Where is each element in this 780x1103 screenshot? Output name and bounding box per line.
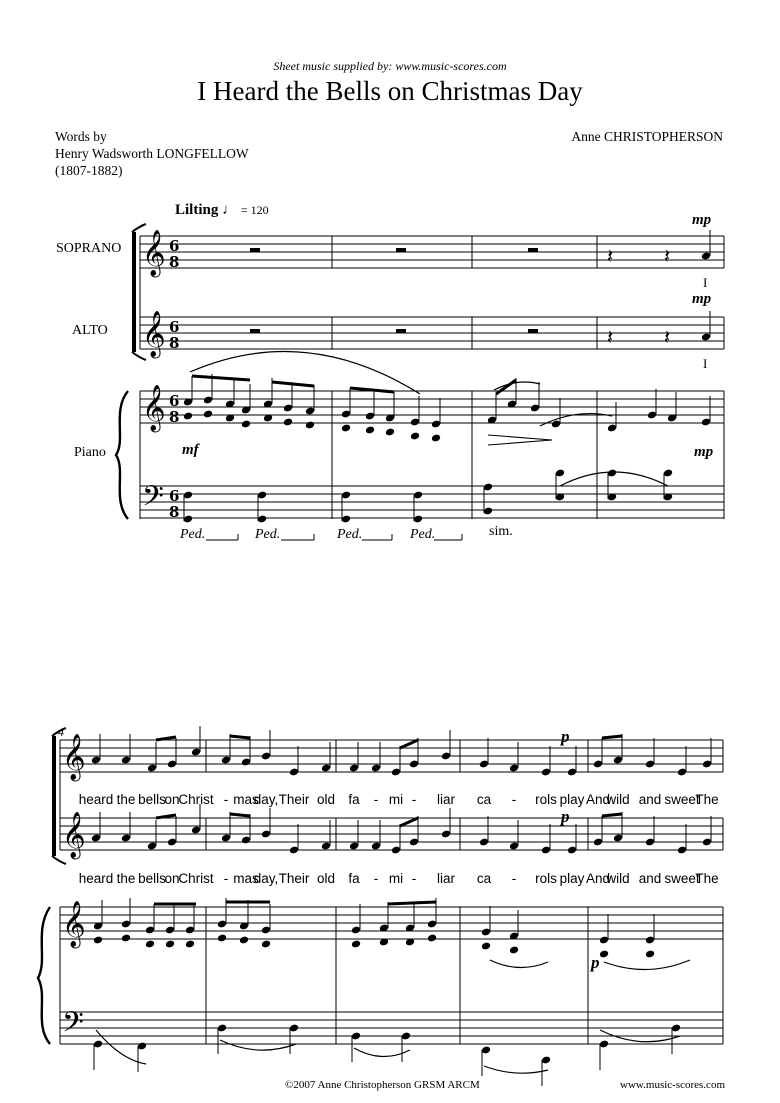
score-title: I Heard the Bells on Christmas Day <box>197 76 583 106</box>
lyric-syllable: - <box>411 792 417 807</box>
chord-note <box>427 934 437 943</box>
lyric-syllable: ca <box>476 871 492 886</box>
pedal-mark: Ped. <box>337 527 363 542</box>
beam <box>602 736 622 738</box>
crescendo-hairpin <box>488 435 552 445</box>
lyric-syllable: mas <box>233 871 259 886</box>
whole-rest <box>250 329 260 333</box>
lyric-syllable: the <box>116 871 136 886</box>
lyric-syllable: sweet <box>664 792 700 807</box>
chord-note <box>509 946 519 955</box>
lyric-syllable: old <box>316 871 335 886</box>
alto-dynamic: mp <box>692 291 712 307</box>
alto-dynamic-p: p <box>561 807 570 826</box>
soprano-pickup-lyric: I <box>703 275 708 290</box>
chord-note <box>241 420 251 429</box>
chord-note <box>93 936 103 945</box>
lyric-syllable: and <box>638 792 662 807</box>
lyric-syllable: bells <box>138 792 166 807</box>
lyric-syllable: heard <box>78 871 114 886</box>
lyric-syllable: rols <box>535 871 557 886</box>
piano-brace <box>116 391 128 519</box>
piano-label: Piano <box>74 445 106 460</box>
quarter-rest: 𝄽 <box>607 244 614 268</box>
lyric-syllable: The <box>695 871 719 886</box>
whole-rest <box>528 329 538 333</box>
treble-clef-icon: 𝄞 <box>62 734 86 780</box>
lyric-syllable: sweet <box>664 871 700 886</box>
piano-brace <box>38 907 50 1044</box>
lyric-syllable: bells <box>138 871 166 886</box>
footer-site: www.music-scores.com <box>620 1079 725 1091</box>
lyric-syllable: - <box>373 871 379 886</box>
lyric-syllable: mi <box>388 871 404 886</box>
chord-note <box>239 936 249 945</box>
time-signature: 8 <box>169 334 180 352</box>
chord-note <box>341 424 351 433</box>
chord-note <box>599 950 609 959</box>
treble-clef-icon: 𝄞 <box>142 311 166 357</box>
beam <box>230 736 250 738</box>
piano-dynamic-mf: mf <box>182 442 199 458</box>
lyric-syllable: The <box>695 792 719 807</box>
measure-number: 4 <box>58 725 64 739</box>
chord-note <box>410 432 420 441</box>
time-signature: 6 <box>169 318 180 336</box>
lyric-syllable: fa <box>348 792 360 807</box>
bass-clef-icon: 𝄢 <box>142 480 164 520</box>
lyric-syllable: And <box>585 871 611 886</box>
quarter-rest: 𝄽 <box>607 325 614 349</box>
lyric-syllable: heard <box>78 792 114 807</box>
chord-note <box>185 940 195 949</box>
lyric-syllable: play <box>559 871 585 886</box>
chord-note <box>283 418 293 427</box>
bass-clef-icon: 𝄢 <box>62 1006 84 1046</box>
soprano-dynamic-p: p <box>561 727 570 746</box>
beam <box>388 902 436 904</box>
chord-note <box>121 934 131 943</box>
quarter-rest: 𝄽 <box>664 244 671 268</box>
chord-note <box>481 942 491 951</box>
quarter-rest: 𝄽 <box>664 325 671 349</box>
time-signature: 6 <box>169 392 180 410</box>
lyric-syllable: ca <box>476 792 492 807</box>
chord-note <box>203 410 213 419</box>
lyric-syllable: liar <box>436 792 455 807</box>
lyric-syllable: rols <box>535 792 557 807</box>
chord-note <box>365 426 375 435</box>
whole-rest <box>396 329 406 333</box>
piano-dynamic-mp: mp <box>694 444 714 460</box>
lyric-syllable: on <box>164 871 180 886</box>
beam <box>400 818 418 826</box>
treble-clef-icon: 𝄞 <box>62 812 86 858</box>
pedal-mark: Ped. <box>255 527 281 542</box>
quarter-note-icon: ♩ <box>222 202 238 218</box>
chord-note <box>217 934 227 943</box>
time-signature: 6 <box>169 487 180 505</box>
lyricist-dates: (1807-1882) <box>55 163 123 178</box>
lyric-syllable: day, <box>253 871 279 886</box>
lyric-syllable: the <box>116 792 136 807</box>
treble-clef-icon: 𝄞 <box>142 230 166 276</box>
chord-note <box>145 940 155 949</box>
slur <box>190 352 420 394</box>
lyric-syllable: mi <box>388 792 404 807</box>
piano-dynamic-p: p <box>591 953 600 972</box>
lyricist-name: Henry Wadsworth LONGFELLOW <box>55 146 249 161</box>
beam <box>400 740 418 748</box>
chord-note <box>385 428 395 437</box>
lyric-syllable: on <box>164 792 180 807</box>
beam <box>230 814 250 816</box>
lyric-syllable: - <box>511 792 517 807</box>
pedal-sim-text: sim. <box>489 524 513 539</box>
lyric-syllable: - <box>511 871 517 886</box>
lyric-syllable: wild <box>606 871 630 886</box>
chord-note <box>351 940 361 949</box>
chord-note <box>305 421 315 430</box>
treble-clef-icon: 𝄞 <box>62 901 86 947</box>
slur <box>604 960 690 970</box>
time-signature: 8 <box>169 408 180 426</box>
beam <box>602 814 622 816</box>
soprano-dynamic: mp <box>692 212 712 228</box>
composer-credit: Anne CHRISTOPHERSON <box>571 129 723 144</box>
slur <box>220 1040 296 1050</box>
tempo-text: Lilting <box>175 202 219 218</box>
words-by-label: Words by <box>55 129 107 144</box>
chord-note <box>431 434 441 443</box>
lyric-syllable: wild <box>606 792 630 807</box>
lyric-syllable: day, <box>253 792 279 807</box>
chord-note <box>261 940 271 949</box>
lyric-syllable: liar <box>436 871 455 886</box>
soprano-label: SOPRANO <box>56 241 122 256</box>
lyric-syllable: Their <box>278 871 310 886</box>
notation-glyphs <box>38 224 724 1086</box>
time-signature: 8 <box>169 503 180 521</box>
lyric-syllable: - <box>223 871 229 886</box>
pedal-mark: Ped. <box>180 527 206 542</box>
lyric-syllable: - <box>373 792 379 807</box>
staff-lines <box>60 236 724 1044</box>
lyric-syllable: Their <box>278 792 310 807</box>
chord-note <box>165 940 175 949</box>
lyric-syllable: mas <box>233 792 259 807</box>
lyric-syllable: Christ <box>178 792 214 807</box>
treble-clef-icon: 𝄞 <box>142 385 166 431</box>
choir-bracket <box>132 232 136 352</box>
lyric-syllable: - <box>223 792 229 807</box>
tempo-value: = 120 <box>240 203 269 217</box>
lyric-syllable: fa <box>348 871 360 886</box>
whole-rest <box>396 248 406 252</box>
lyric-syllable: play <box>559 792 585 807</box>
lyric-syllable: old <box>316 792 335 807</box>
lyric-syllable: And <box>585 792 611 807</box>
lyric-syllable: and <box>638 871 662 886</box>
pedal-mark: Ped. <box>410 527 436 542</box>
chord-note <box>183 412 193 421</box>
beam <box>192 376 250 380</box>
lyric-syllable: Christ <box>178 871 214 886</box>
chord-note <box>645 950 655 959</box>
whole-rest <box>528 248 538 252</box>
time-signature: 8 <box>169 253 180 271</box>
slur <box>484 1066 548 1073</box>
slur <box>490 960 548 968</box>
lyric-syllable: - <box>411 871 417 886</box>
time-signature: 6 <box>169 237 180 255</box>
alto-label: ALTO <box>72 323 108 338</box>
copyright-text: ©2007 Anne Christopherson GRSM ARCM <box>285 1079 480 1091</box>
supplied-by-text: Sheet music supplied by: www.music-scores.com <box>273 59 507 73</box>
whole-rest <box>250 248 260 252</box>
choir-bracket <box>52 736 56 856</box>
alto-pickup-lyric: I <box>703 356 708 371</box>
beam <box>272 382 314 386</box>
